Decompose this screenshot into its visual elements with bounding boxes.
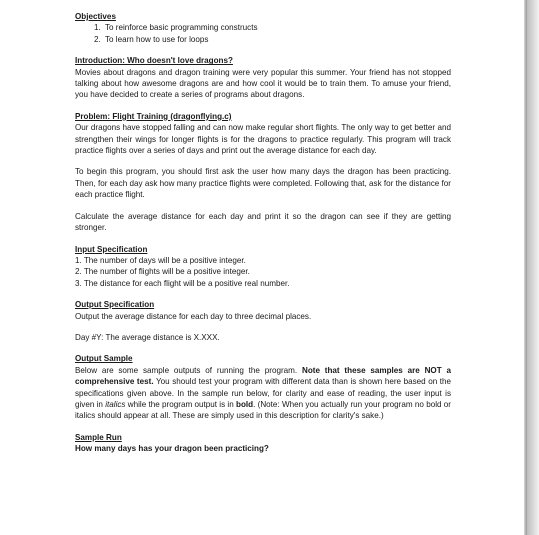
sample-run-heading: Sample Run <box>75 432 122 442</box>
problem-heading: Problem: Flight Training (dragonflying.c) <box>75 111 232 121</box>
objectives-list <box>75 22 451 45</box>
sample-warning: Note that these samples are NOT a comprehensive test. <box>75 365 451 387</box>
page-shadow <box>527 0 539 535</box>
document-content <box>75 11 451 455</box>
introduction-text: Movies about dragons and dragon training were very popular this summer. Your friend has not stopped talking about how awesome dragons are and how cool it would be to train them. To amuse your friend, you have decided to create a series of programs about dragons. <box>75 67 451 100</box>
output-spec-text: Output the average distance for each day to three decimal places. <box>75 311 312 321</box>
bold-word: bold <box>236 399 254 409</box>
output-format: Day #Y: The average distance is X.XXX. <box>75 332 220 342</box>
italics-word: italics <box>105 399 126 409</box>
output-sample-heading: Output Sample <box>75 354 133 364</box>
output-sample-text <box>75 365 451 422</box>
sample-text-part: . (Note: When you actually run your program no bold or italics should appear at all. These are simply used in this description for clarity's sake.) <box>75 399 451 421</box>
sample-text-part: while the program output is in <box>125 399 236 409</box>
objectives-heading: Objectives <box>75 12 116 21</box>
input-spec-item: 3. The distance for each flight will be a positive real number. <box>75 278 290 288</box>
input-spec-item: 1. The number of days will be a positive integer. <box>75 255 246 265</box>
problem-paragraph-1: Our dragons have stopped falling and can now make regular short flights. The only way to get better and strengthen their wings for longer flights is for the dragons to practice regularly. This program will track practice flights over a series of days and print out the average distance for each day. <box>75 123 451 156</box>
input-spec-item: 2. The number of flights will be a positive integer. <box>75 267 250 277</box>
introduction-heading: Introduction: Who doesn't love dragons? <box>75 56 233 66</box>
problem-paragraph-3: Calculate the average distance for each day and print it so the dragon can see if they are getting stronger. <box>75 211 451 233</box>
output-spec-heading: Output Specification <box>75 300 155 310</box>
objective-item: 2. To learn how to use for loops <box>103 34 451 45</box>
input-spec-heading: Input Specification <box>75 244 148 254</box>
sample-text-part: You should test your program with different data than is shown here based on the specifications given above. In the sample run below, for clarity and ease of reading, the user input is given in <box>75 377 452 409</box>
objective-item: 1. To reinforce basic programming constructs <box>103 22 451 33</box>
sample-text-part: Below are some sample outputs of running the program. <box>75 365 302 375</box>
problem-paragraph-2: To begin this program, you should first ask the user how many days the dragon has been practicing. Then, for each day ask how many practice flights were completed. Following that, ask for the distance for each practice flight. <box>75 167 451 200</box>
sample-run-question: How many days has your dragon been practicing? <box>75 444 269 454</box>
